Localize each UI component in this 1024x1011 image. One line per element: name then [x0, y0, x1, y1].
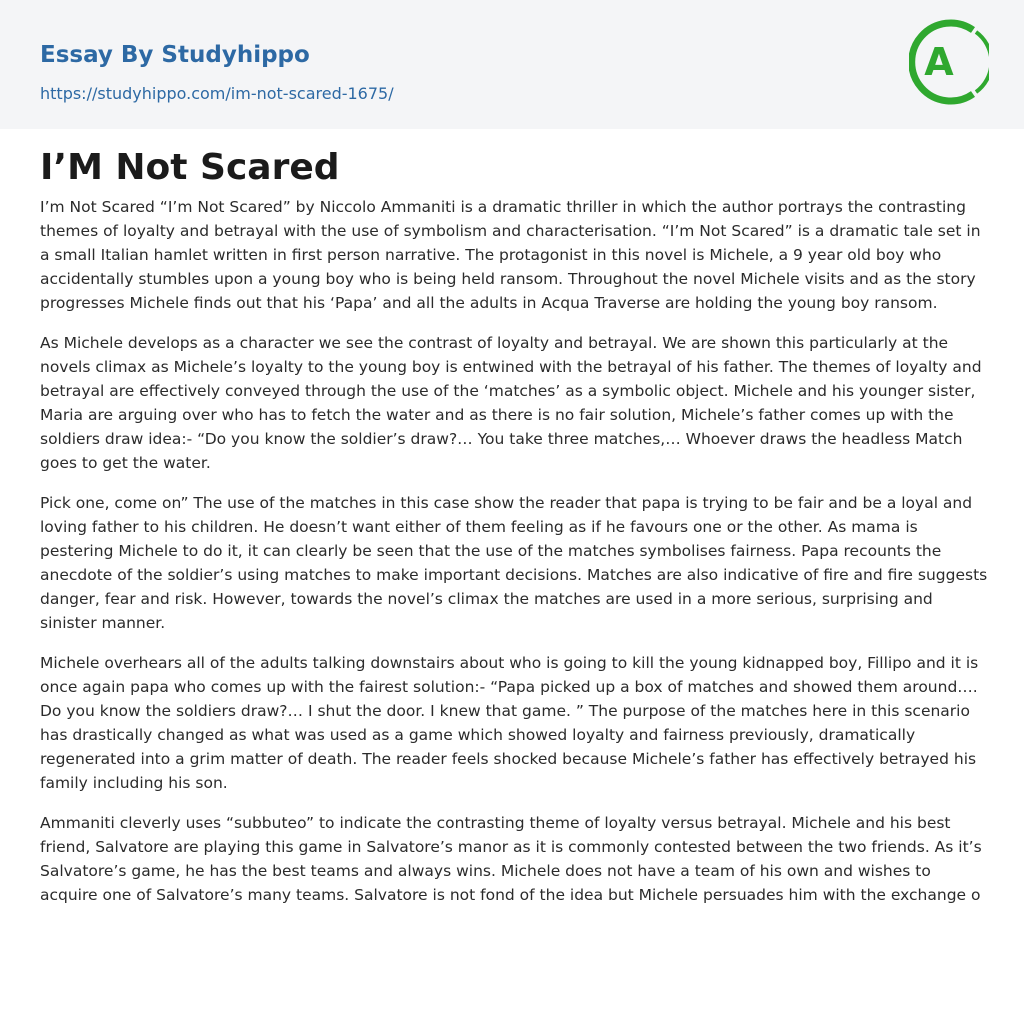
site-brand[interactable]: Essay By Studyhippo: [40, 42, 310, 68]
essay-paragraph: Ammaniti cleverly uses “subbuteo” to indicate the contrasting theme of loyalty versus betrayal. Michele and his best friend, Salvatore are playing this game in Salvatore’s manor as it is commonly contested between the two friends. As it’s Salvatore’s game, he has the best teams and always wins. Michele does not have a team of his own and wishes to acquire one of Salvatore’s many teams. Salvatore is not fond of the idea but Michele persuades him with the exchange o: [40, 814, 982, 904]
essay-paragraph: Pick one, come on” The use of the matches in this case show the reader that papa is trying to be fair and be a loyal and loving father to his children. He doesn’t want either of them feeling as if he favours one or the other. As mama is pestering Michele to do it, it can clearly be seen that the use of the matches symbolises fairness. Papa recounts the anecdote of the soldier’s using matches to make important decisions. Matches are also indicative of fire and fire suggests danger, fear and risk. However, towards the novel’s climax the matches are used in a more serious, surprising and sinister manner.: [40, 494, 988, 632]
essay-title: I’M Not Scared: [40, 147, 340, 188]
essay-paragraph: Michele overhears all of the adults talking downstairs about who is going to kill the young kidnapped boy, Fillipo and it is once again papa who comes up with the fairest solution:- “Papa picked up a box of matches and showed them around…. Do you know the soldiers draw?… I shut the door. I knew that game. ” The purpose of the matches here in this scenario has drastically changed as what was used as a game which showed loyalty and fairness previously, dramatically regenerated into a grim matter of death. The reader feels shocked because Michele’s father has effectively betrayed his family including his son.: [40, 654, 979, 792]
essay-paragraph: As Michele develops as a character we see the contrast of loyalty and betrayal. We are shown this particularly at the novels climax as Michele’s loyalty to the young boy is entwined with the betrayal of his father. The themes of loyalty and betrayal are effectively conveyed through the use of the ‘matches’ as a symbolic object. Michele and his younger sister, Maria are arguing over who has to fetch the water and as there is no fair solution, Michele’s father comes up with the soldiers draw idea:- “Do you know the soldier’s draw?… You take three matches,… Whoever draws the headless Match goes to get the water.: [40, 334, 982, 472]
studyhippo-logo-icon[interactable]: [909, 19, 989, 105]
page-url-link[interactable]: https://studyhippo.com/im-not-scared-1675/: [40, 84, 394, 103]
essay-body: [40, 195, 990, 923]
site-header: [0, 0, 1024, 129]
essay-paragraph: I’m Not Scared “I’m Not Scared” by Niccolo Ammaniti is a dramatic thriller in which the author portrays the contrasting themes of loyalty and betrayal with the use of symbolism and characterisation. “I’m Not Scared” is a dramatic tale set in a small Italian hamlet written in first person narrative. The protagonist in this novel is Michele, a 9 year old boy who accidentally stumbles upon a young boy who is being held ransom. Throughout the novel Michele visits and as the story progresses Michele finds out that his ‘Papa’ and all the adults in Acqua Traverse are holding the young boy ransom.: [40, 198, 981, 312]
logo-letter: A: [924, 40, 954, 84]
